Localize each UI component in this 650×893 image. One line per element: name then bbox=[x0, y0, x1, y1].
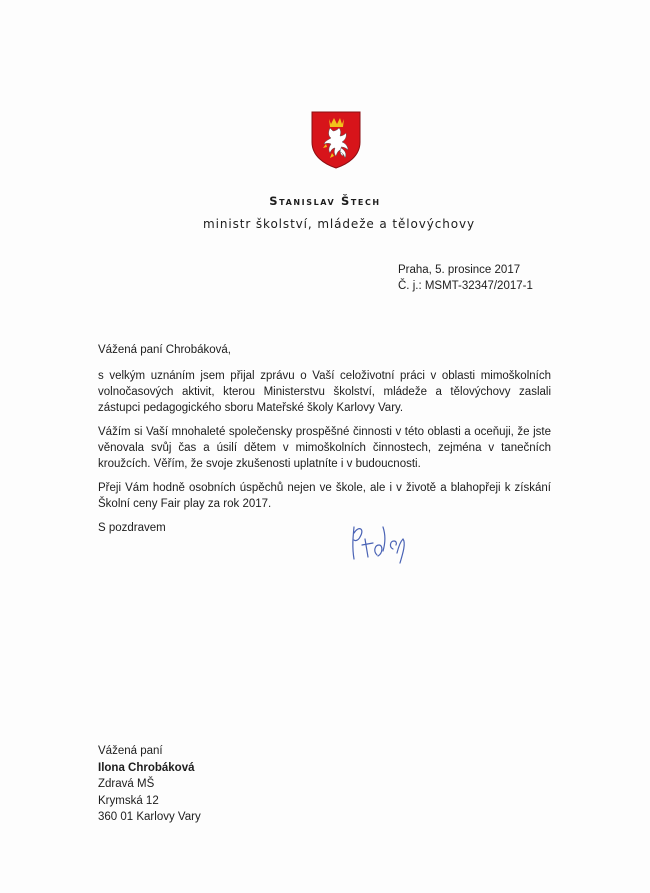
reference-number: Č. j.: MSMT-32347/2017-1 bbox=[398, 280, 533, 292]
recipient-name: Ilona Chrobáková bbox=[98, 761, 195, 774]
sender-title: ministr školství, mládeže a tělovýchovy bbox=[203, 217, 475, 231]
recipient-street: Krymská 12 bbox=[98, 794, 159, 807]
recipient-address bbox=[98, 743, 201, 826]
letter-body bbox=[98, 342, 551, 536]
closing: S pozdravem bbox=[98, 522, 166, 534]
czech-coat-of-arms-lion-icon bbox=[310, 110, 362, 170]
salutation: Vážená paní Chrobáková, bbox=[98, 344, 231, 356]
place-date: Praha, 5. prosince 2017 bbox=[398, 264, 521, 276]
recipient-city: 360 01 Karlovy Vary bbox=[98, 811, 201, 823]
paragraph-2: Vážím si Vaší mnohaleté společensky prospěšné činnosti v této oblasti a oceňuji, že jste věnovala svůj čas a úsilí dětem v mimoškolních činnostech, zejména v tanečních kroužcích. Věřím, že svoje zkušenosti uplatníte i v budoucnosti. bbox=[98, 426, 551, 470]
recipient-organization: Zdravá MŠ bbox=[98, 778, 155, 790]
paragraph-1: s velkým uznáním jsem přijal zprávu o Vaší celoživotní práci v oblasti mimoškolních volnočasových aktivit, kterou Ministerstvu školství, mládeže a tělovýchovy zaslali zástupci pedagogického sboru Mateřské školy Karlovy Vary. bbox=[98, 370, 551, 414]
paragraph-3: Přeji Vám hodně osobních úspěchů nejen ve škole, ale i v životě a blahopřeji k získání Školní ceny Fair play za rok 2017. bbox=[98, 482, 551, 510]
address-greeting: Vážená paní bbox=[98, 745, 163, 757]
letter-meta bbox=[398, 262, 533, 294]
sender-name: Stanislav Štech bbox=[269, 194, 381, 208]
handwritten-signature-icon bbox=[345, 515, 425, 567]
